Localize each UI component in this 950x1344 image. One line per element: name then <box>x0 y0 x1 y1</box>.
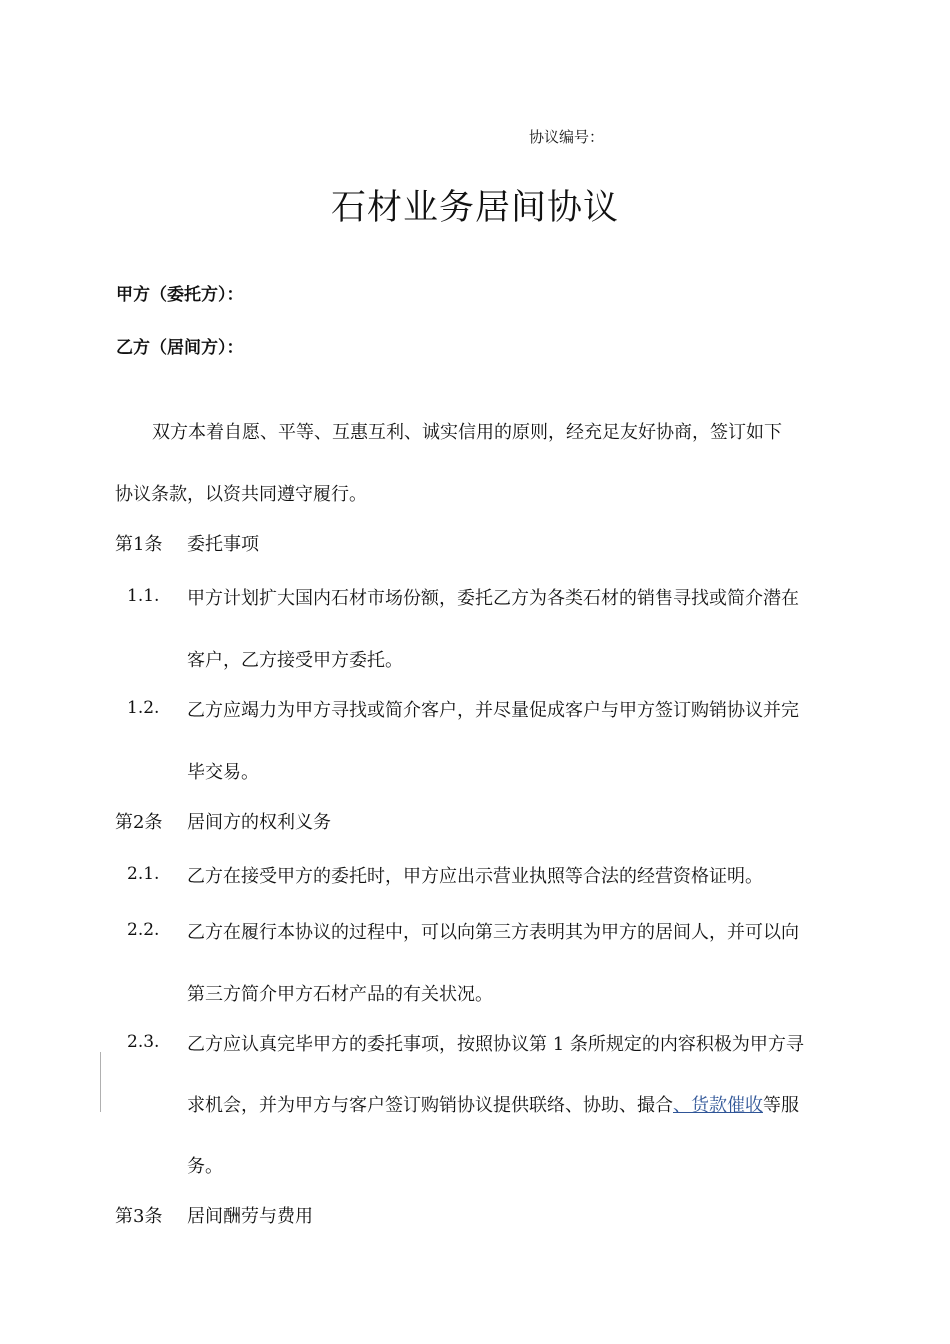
article-title: 居间酬劳与费用 <box>187 1206 313 1227</box>
article-number: 第1条 <box>115 534 163 555</box>
intro-paragraph-line-1: 双方本着自愿、平等、互惠互利、诚实信用的原则，经充足友好协商，签订如下 <box>152 422 782 443</box>
intro-paragraph-line-2: 协议条款，以资共同遵守履行。 <box>115 484 367 505</box>
clause-text-line: 毕交易。 <box>187 762 259 783</box>
article-title: 委托事项 <box>187 534 259 555</box>
change-marker-bar <box>100 1052 101 1112</box>
party-b-label: 乙方（居间方）： <box>116 338 244 358</box>
clause-text-line: 客户，乙方接受甲方委托。 <box>187 650 403 671</box>
party-a-label: 甲方（委托方）： <box>116 285 244 305</box>
clause-number: 2.3. <box>127 1032 160 1052</box>
article-title: 居间方的权利义务 <box>187 812 331 833</box>
clause-text-segment: 等服 <box>763 1095 799 1116</box>
article-3-heading <box>115 1202 313 1228</box>
clause-text-line: 乙方应认真完毕甲方的委托事项，按照协议第 1 条所规定的内容积极为甲方寻 <box>187 1034 804 1055</box>
clause-text-line: 乙方在接受甲方的委托时，甲方应出示营业执照等合法的经营资格证明。 <box>187 866 763 887</box>
article-number: 第2条 <box>115 812 163 833</box>
clause-text-line <box>187 1091 799 1117</box>
article-1-heading <box>115 530 259 556</box>
clause-text-line: 乙方在履行本协议的过程中，可以向第三方表明其为甲方的居间人，并可以向 <box>187 922 799 943</box>
clause-number: 1.2. <box>127 698 160 718</box>
clause-number: 2.1. <box>127 864 160 884</box>
clause-number: 1.1. <box>127 586 160 606</box>
clause-text-line: 乙方应竭力为甲方寻找或简介客户，并尽量促成客户与甲方签订购销协议并完 <box>187 700 799 721</box>
document-title: 石材业务居间协议 <box>330 188 619 228</box>
clause-number: 2.2. <box>127 920 160 940</box>
article-number: 第3条 <box>115 1206 163 1227</box>
clause-text-segment: 求机会，并为甲方与客户签订购销协议提供联络、协助、撮合 <box>187 1095 673 1116</box>
clause-text-line: 务。 <box>187 1156 223 1177</box>
article-2-heading <box>115 808 331 834</box>
clause-text-line: 甲方计划扩大国内石材市场份额，委托乙方为各类石材的销售寻找或简介潜在 <box>187 588 799 609</box>
agreement-number-label: 协议编号： <box>529 128 605 146</box>
clause-text-line: 第三方简介甲方石材产品的有关状况。 <box>187 984 493 1005</box>
payment-collection-link[interactable]: 、货款催收 <box>673 1095 763 1116</box>
